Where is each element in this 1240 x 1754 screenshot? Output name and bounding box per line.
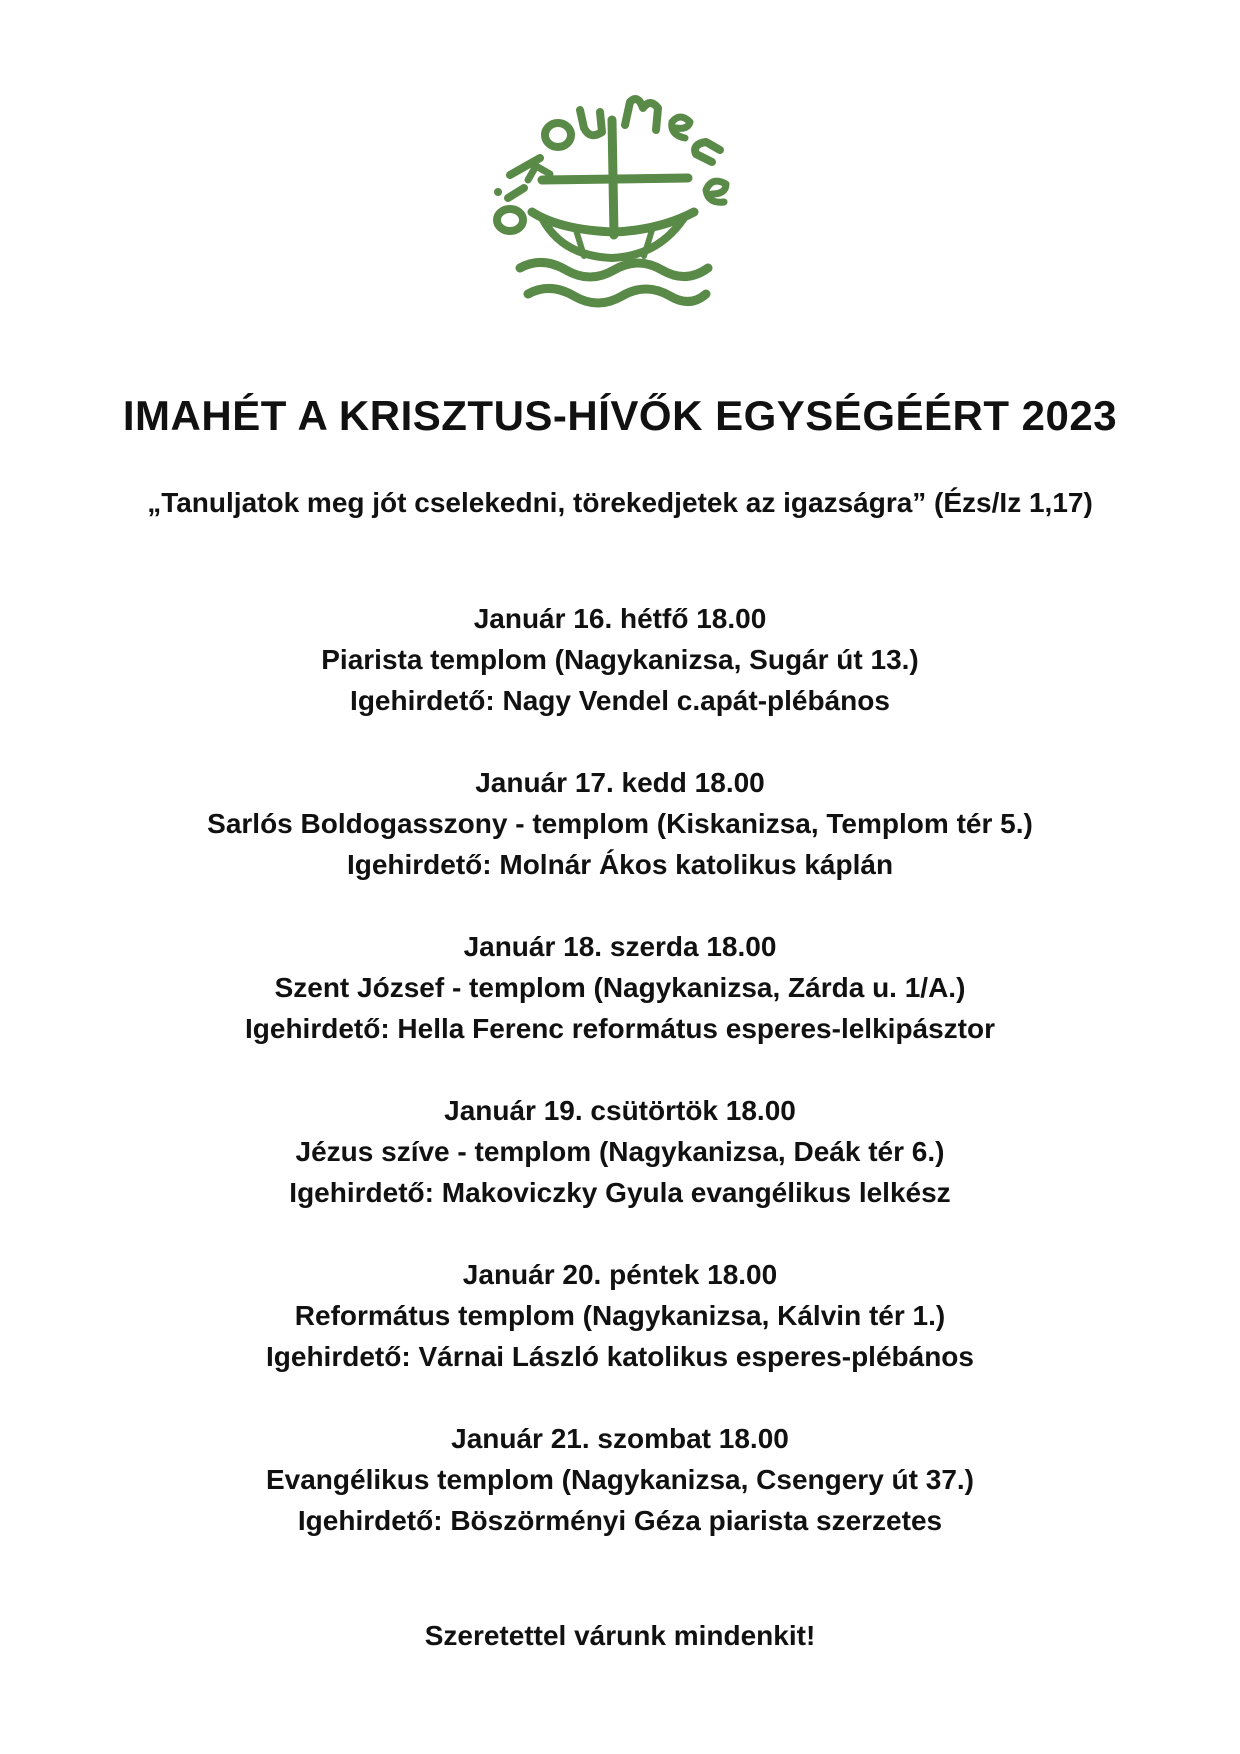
event-date: Január 16. hétfő 18.00	[473, 603, 767, 634]
event-location: Sarlós Boldogasszony - templom (Kiskanizsa, Templom tér 5.)	[207, 808, 1033, 839]
event-item	[0, 1418, 1240, 1582]
closing-message: Szeretettel várunk mindenkit!	[424, 1620, 816, 1651]
event-list	[0, 598, 1240, 1582]
event-preacher: Igehirdető: Böszörményi Géza piarista szerzetes	[297, 1505, 943, 1536]
event-date: Január 20. péntek 18.00	[462, 1259, 778, 1290]
event-location: Piarista templom (Nagykanizsa, Sugár út 13.)	[321, 644, 919, 675]
event-location: Evangélikus templom (Nagykanizsa, Csengery út 37.)	[265, 1464, 974, 1495]
event-item	[0, 1090, 1240, 1254]
event-location: Jézus szíve - templom (Nagykanizsa, Deák tér 6.)	[295, 1136, 945, 1167]
event-preacher: Igehirdető: Várnai László katolikus esperes-plébános	[266, 1341, 974, 1372]
event-preacher: Igehirdető: Nagy Vendel c.apát-plébános	[350, 685, 890, 716]
bible-quote: „Tanuljatok meg jót cselekedni, törekedjetek az igazságra” (Ézs/Iz 1,17)	[147, 487, 1093, 518]
event-preacher: Igehirdető: Hella Ferenc református esperes-lelkipásztor	[244, 1013, 996, 1044]
oikoumene-logo-graphic	[480, 80, 760, 320]
event-preacher: Igehirdető: Makoviczky Gyula evangélikus lelkész	[289, 1177, 951, 1208]
page-title: IMAHÉT A KRISZTUS-HÍVŐK EGYSÉGÉÉRT 2023	[122, 392, 1118, 439]
event-date: Január 19. csütörtök 18.00	[444, 1095, 796, 1126]
event-item	[0, 926, 1240, 1090]
event-date: Január 21. szombat 18.00	[451, 1423, 789, 1454]
event-item	[0, 762, 1240, 926]
event-preacher: Igehirdető: Molnár Ákos katolikus káplán	[346, 849, 894, 880]
event-date: Január 18. szerda 18.00	[463, 931, 777, 962]
event-date: Január 17. kedd 18.00	[475, 767, 765, 798]
event-item	[0, 598, 1240, 762]
event-location: Szent József - templom (Nagykanizsa, Zárda u. 1/A.)	[274, 972, 966, 1003]
oikoumene-logo	[480, 80, 760, 320]
event-location: Református templom (Nagykanizsa, Kálvin tér 1.)	[294, 1300, 946, 1331]
event-item	[0, 1254, 1240, 1418]
